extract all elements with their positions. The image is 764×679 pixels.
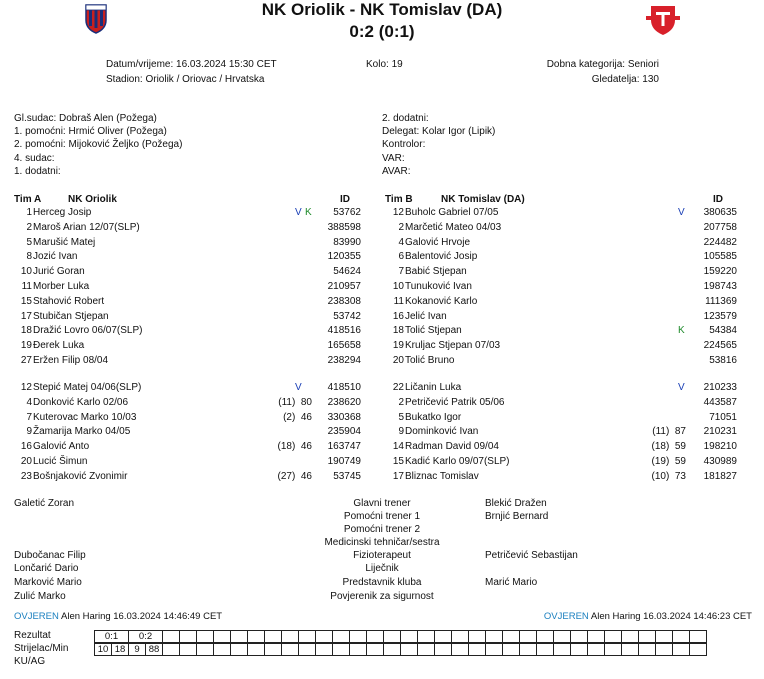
result-grid-cell	[468, 630, 486, 643]
result-grid-cell: 18	[111, 643, 129, 656]
player-flag: K	[305, 207, 312, 218]
player-id: 210231	[703, 426, 737, 438]
player-number: 2	[398, 396, 404, 408]
player-name: Morber Luka	[33, 281, 90, 292]
result-grid-cell	[247, 643, 265, 656]
player-number: 12	[392, 207, 404, 218]
player-name: Kruljac Stjepan 07/03	[405, 340, 501, 352]
match-title: NK Oriolik - NK Tomislav (DA)	[261, 0, 503, 19]
player-name: Đerek Luka	[33, 340, 85, 352]
player-number: 11	[21, 281, 32, 292]
result-grid-cell	[621, 630, 639, 643]
result-grid-cell: 10	[94, 643, 112, 656]
team-b-label: Tim B	[385, 194, 413, 205]
result-grid-cell	[689, 643, 707, 656]
result-row-label: Strijelac/Min	[14, 643, 69, 654]
official-entry: 1. pomoćni: Hrmić Oliver (Požega)	[14, 126, 167, 138]
player-name: Radman David 09/04	[405, 441, 499, 453]
result-grid-cell	[417, 630, 435, 643]
player-number: 6	[398, 251, 404, 263]
player-name: Balentović Josip	[405, 251, 478, 263]
player-id: 238308	[327, 295, 361, 307]
player-name: Ličanin Luka	[405, 382, 462, 393]
player-id: 198743	[703, 281, 737, 292]
staff-name: Dubočanac Filip	[14, 550, 86, 561]
result-grid-cell	[196, 643, 214, 656]
player-id: 165658	[327, 340, 361, 352]
result-grid-cell	[587, 643, 605, 656]
result-grid-cell	[298, 630, 316, 643]
result-grid-cell	[536, 630, 554, 643]
player-sub-minute: (18) 59	[651, 441, 686, 453]
player-number: 15	[392, 456, 404, 467]
verified-left-label: OVJEREN	[14, 611, 59, 622]
player-number: 10	[392, 281, 404, 292]
player-id: 53742	[333, 310, 361, 322]
staff-name: Brnjić Bernard	[485, 511, 549, 522]
result-grid-cell	[162, 643, 180, 656]
official-entry: 2. dodatni:	[382, 113, 429, 124]
player-sub-minute: (19) 59	[651, 456, 686, 467]
result-grid-cell	[196, 630, 214, 643]
result-grid-cell	[230, 630, 248, 643]
result-grid-cell	[213, 643, 231, 656]
player-id: 54384	[709, 325, 737, 337]
player-name: Žamarija Marko 04/05	[33, 426, 131, 438]
player-name: Marčetić Mateo 04/03	[405, 221, 502, 233]
player-number: 20	[392, 355, 404, 366]
verified-right-label: OVJEREN	[543, 611, 589, 622]
player-id: 83990	[333, 236, 361, 248]
result-grid-cell	[332, 630, 350, 643]
player-flag: V	[295, 207, 302, 218]
player-number: 2	[398, 221, 404, 233]
staff-name: Galetić Zoran	[14, 498, 75, 509]
player-name: Lucić Šimun	[33, 456, 88, 467]
official-entry: AVAR:	[382, 165, 411, 177]
result-grid-cell	[536, 643, 554, 656]
result-grid-cell	[162, 630, 180, 643]
result-grid-cell	[264, 643, 282, 656]
staff-name: Blekić Dražen	[485, 498, 547, 509]
player-name: Dražić Lovro 06/07(SLP)	[33, 325, 143, 337]
official-entry: Delegat: Kolar Igor (Lipik)	[382, 126, 496, 138]
player-number: 17	[392, 470, 404, 482]
player-id: 198210	[703, 441, 737, 453]
official-entry: Kontrolor:	[382, 139, 426, 151]
player-name: Dominković Ivan	[405, 426, 479, 438]
player-number: 16	[20, 441, 32, 453]
verified-right-text: Alen Haring 16.03.2024 14:46:23 CET	[590, 611, 752, 622]
player-id: 443587	[703, 396, 737, 408]
result-grid-cell	[332, 643, 350, 656]
player-number: 4	[26, 396, 32, 408]
player-id: 380635	[703, 207, 737, 218]
result-grid-cell	[451, 630, 469, 643]
player-id: 330368	[327, 411, 361, 423]
player-flag: V	[678, 207, 685, 218]
player-id: 388598	[327, 221, 361, 233]
result-grid-cell	[383, 630, 401, 643]
result-grid-cell	[264, 630, 282, 643]
staff-role: Povjerenik za sigurnost	[330, 591, 434, 602]
staff-name: Lončarić Dario	[14, 563, 79, 574]
player-number: 9	[26, 426, 32, 438]
player-id: 224482	[703, 236, 737, 248]
player-id: 190749	[327, 456, 361, 467]
staff-role: Liječnik	[365, 563, 399, 574]
player-name: Tolić Stjepan	[405, 325, 462, 337]
player-number: 9	[398, 426, 404, 438]
player-id: 210957	[327, 281, 361, 292]
player-flag: K	[678, 325, 685, 337]
result-grid-cell	[417, 643, 435, 656]
result-grid-cell	[349, 630, 367, 643]
result-grid-cell	[315, 643, 333, 656]
team-a-label: Tim A	[14, 194, 42, 205]
player-name: Babić Stjepan	[405, 266, 467, 278]
player-name: Jurić Goran	[33, 266, 85, 278]
player-id: 159220	[703, 266, 737, 278]
verified-left-text: Alen Haring 16.03.2024 14:46:49 CET	[61, 611, 223, 622]
result-grid-cell	[689, 630, 707, 643]
staff-role: Pomoćni trener 1	[343, 511, 421, 522]
player-id: 235904	[327, 426, 361, 438]
player-id: 430989	[703, 456, 737, 467]
result-grid-cell	[315, 630, 333, 643]
player-name: Petričević Patrik 05/06	[405, 396, 505, 408]
player-number: 2	[26, 221, 32, 233]
player-id: 111369	[705, 295, 737, 307]
result-grid-cell	[604, 630, 622, 643]
team-a-name: NK Oriolik	[68, 194, 117, 205]
player-id: 53745	[333, 470, 361, 482]
player-id: 105585	[703, 251, 737, 263]
official-entry: 4. sudac:	[14, 152, 55, 164]
player-sub-minute: (27) 46	[277, 470, 312, 482]
player-name: Jozić Ivan	[33, 251, 78, 263]
player-name: Stubičan Stjepan	[33, 310, 109, 322]
result-grid-cell	[383, 643, 401, 656]
player-number: 5	[26, 236, 32, 248]
verified-right	[544, 611, 752, 622]
player-number: 27	[20, 355, 32, 366]
player-number: 5	[398, 411, 404, 423]
result-grid-cell	[179, 630, 197, 643]
result-grid-cell	[485, 643, 503, 656]
player-id: 418510	[327, 382, 361, 393]
staff-name: Marković Mario	[14, 577, 82, 588]
result-grid-cell	[502, 630, 520, 643]
result-grid-cell	[366, 643, 384, 656]
result-grid-cell	[553, 630, 571, 643]
result-grid-cell	[502, 643, 520, 656]
player-number: 22	[392, 382, 404, 393]
result-grid-cell	[519, 630, 537, 643]
official-entry: VAR:	[382, 152, 405, 164]
staff-name: Zulić Marko	[14, 591, 66, 602]
player-name: Stahović Robert	[33, 295, 105, 307]
player-id: 210233	[703, 382, 737, 393]
player-name: Galović Hrvoje	[405, 236, 471, 248]
result-grid-cell	[281, 630, 299, 643]
player-sub-minute: (2) 46	[283, 411, 312, 423]
result-grid-cell	[672, 630, 690, 643]
match-attendance: Gledatelja: 130	[591, 74, 659, 85]
result-grid-cell	[672, 643, 690, 656]
player-number: 10	[20, 266, 32, 278]
result-grid-cell	[485, 630, 503, 643]
player-name: Maroš Arian 12/07(SLP)	[33, 221, 140, 233]
player-number: 8	[26, 251, 32, 263]
result-grid-cell	[638, 630, 656, 643]
player-number: 12	[20, 382, 32, 393]
verified-left	[14, 611, 222, 622]
result-grid-cell	[638, 643, 656, 656]
staff-name: Marić Mario	[485, 577, 538, 588]
player-number: 4	[398, 236, 404, 248]
team-a-id-header: ID	[340, 194, 350, 205]
player-name: Buholc Gabriel 07/05	[405, 207, 499, 218]
player-id: 123579	[703, 310, 737, 322]
player-name: Kuterovac Marko 10/03	[33, 411, 137, 423]
player-name: Bukatko Igor	[405, 411, 462, 423]
staff-name: Petričević Sebastijan	[485, 550, 578, 561]
player-name: Galović Anto	[33, 441, 90, 453]
player-name: Eržen Filip 08/04	[33, 355, 109, 366]
player-id: 120355	[327, 251, 361, 263]
player-name: Bliznac Tomislav	[405, 470, 479, 482]
result-grid-cell	[230, 643, 248, 656]
team-b-id-header: ID	[713, 194, 723, 205]
player-number: 7	[26, 411, 32, 423]
staff-role: Medicinski tehničar/sestra	[324, 537, 440, 548]
player-name: Marušić Matej	[33, 236, 96, 248]
player-id: 238294	[327, 355, 361, 366]
player-number: 20	[20, 456, 32, 467]
result-score-cell: 0:1	[94, 630, 129, 643]
player-id: 238620	[327, 396, 361, 408]
player-number: 18	[392, 325, 404, 337]
player-number: 23	[20, 470, 32, 482]
result-grid-cell	[179, 643, 197, 656]
result-grid-cell	[519, 643, 537, 656]
staff-role: Fizioterapeut	[353, 550, 411, 561]
result-grid-cell	[570, 643, 588, 656]
player-sub-minute: (18) 46	[277, 441, 312, 453]
player-id: 71051	[709, 411, 737, 423]
result-grid-cell	[349, 643, 367, 656]
player-name: Tolić Bruno	[405, 355, 455, 366]
player-number: 14	[392, 441, 404, 453]
player-name: Stepić Matej 04/06(SLP)	[33, 382, 142, 393]
match-stadium: Stadion: Oriolik / Oriovac / Hrvatska	[106, 74, 265, 85]
player-number: 15	[20, 295, 32, 307]
result-grid-cell	[655, 630, 673, 643]
result-score-cell: 0:2	[128, 630, 163, 643]
team-b-name: NK Tomislav (DA)	[441, 194, 525, 205]
player-name: Bošnjaković Zvonimir	[33, 470, 128, 482]
player-name: Kadić Karlo 09/07(SLP)	[405, 456, 510, 467]
result-row-label: KU/AG	[14, 656, 46, 667]
result-row-label: Rezultat	[14, 630, 51, 641]
player-name: Donković Karlo 02/06	[33, 396, 129, 408]
player-number: 11	[393, 295, 404, 307]
result-grid-cell	[451, 643, 469, 656]
player-id: 207758	[703, 221, 737, 233]
player-number: 18	[20, 325, 32, 337]
player-sub-minute: (11) 80	[278, 396, 312, 408]
match-round: Kolo: 19	[366, 59, 403, 70]
player-number: 7	[398, 266, 404, 278]
result-grid-cell: 88	[145, 643, 163, 656]
match-score: 0:2 (0:1)	[349, 22, 415, 41]
match-category: Dobna kategorija: Seniori	[546, 59, 659, 70]
official-entry: 1. dodatni:	[14, 165, 61, 177]
result-grid-cell	[281, 643, 299, 656]
result-grid-cell	[247, 630, 265, 643]
result-grid-cell	[366, 630, 384, 643]
player-name: Herceg Josip	[33, 207, 92, 218]
result-grid-cell: 9	[128, 643, 146, 656]
player-number: 16	[392, 310, 404, 322]
result-grid-cell	[400, 630, 418, 643]
player-name: Kokanović Karlo	[405, 295, 478, 307]
player-name: Tunuković Ivan	[405, 281, 472, 292]
result-grid-cell	[553, 643, 571, 656]
result-grid-cell	[621, 643, 639, 656]
result-grid-cell	[434, 643, 452, 656]
player-id: 53762	[333, 207, 361, 218]
result-grid-cell	[298, 643, 316, 656]
player-id: 181827	[703, 470, 737, 482]
player-id: 53816	[709, 355, 737, 366]
staff-role: Pomoćni trener 2	[343, 524, 421, 535]
result-grid-cell	[587, 630, 605, 643]
result-grid-cell	[468, 643, 486, 656]
official-entry: Gl.sudac: Dobraš Alen (Požega)	[14, 113, 157, 124]
match-datetime: Datum/vrijeme: 16.03.2024 15:30 CET	[106, 59, 277, 70]
player-id: 163747	[327, 441, 361, 453]
player-id: 418516	[327, 325, 361, 337]
result-grid-cell	[400, 643, 418, 656]
player-number: 1	[26, 207, 32, 218]
result-grid-cell	[604, 643, 622, 656]
result-grid-cell	[655, 643, 673, 656]
staff-role: Predstavnik kluba	[342, 577, 422, 588]
official-entry: 2. pomoćni: Mijoković Željko (Požega)	[14, 139, 183, 151]
player-name: Jelić Ivan	[405, 310, 447, 322]
player-number: 17	[20, 310, 32, 322]
result-grid-cell	[570, 630, 588, 643]
player-sub-minute: (11) 87	[652, 426, 686, 438]
player-flag: V	[678, 382, 685, 393]
player-sub-minute: (10) 73	[651, 470, 686, 482]
player-id: 54624	[333, 266, 361, 278]
result-grid-cell	[213, 630, 231, 643]
result-grid-cell	[434, 630, 452, 643]
player-flag: V	[295, 382, 302, 393]
player-number: 19	[20, 340, 32, 352]
staff-role: Glavni trener	[353, 498, 411, 509]
player-id: 224565	[703, 340, 737, 352]
player-number: 19	[392, 340, 404, 352]
